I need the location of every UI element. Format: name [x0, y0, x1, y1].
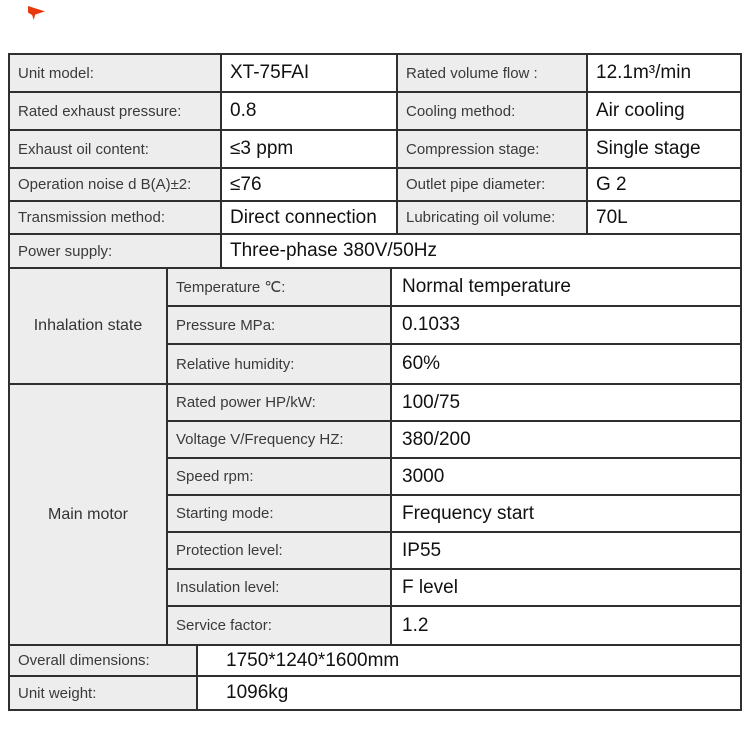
table-row-power-supply — [10, 235, 740, 269]
spec-value: ≤76 — [222, 169, 398, 200]
table-row — [10, 677, 740, 709]
group-main-motor — [10, 385, 740, 646]
spec-label: Cooling method: — [398, 93, 588, 129]
table-row — [10, 55, 740, 93]
table-row — [168, 570, 740, 607]
spec-value: 1096kg — [198, 677, 740, 709]
spec-value: 100/75 — [392, 385, 740, 420]
spec-label: Outlet pipe diameter: — [398, 169, 588, 200]
spec-label: Rated volume flow : — [398, 55, 588, 91]
spec-table — [8, 53, 742, 711]
table-row — [168, 385, 740, 422]
table-row — [168, 269, 740, 307]
spec-value: Direct connection — [222, 202, 398, 233]
spec-value: 12.1m³/min — [588, 55, 740, 91]
table-row — [168, 533, 740, 570]
spec-label: Service factor: — [168, 607, 392, 644]
spec-label: Unit weight: — [10, 677, 198, 709]
group-body — [168, 385, 740, 644]
group-title: Main motor — [10, 385, 168, 644]
table-row — [168, 422, 740, 459]
spec-value: ≤3 ppm — [222, 131, 398, 167]
spec-value: 70L — [588, 202, 740, 233]
table-row — [10, 646, 740, 677]
table-row — [10, 169, 740, 202]
spec-label: Compression stage: — [398, 131, 588, 167]
table-row — [168, 496, 740, 533]
table-row — [10, 93, 740, 131]
spec-label: Protection level: — [168, 533, 392, 568]
spec-value: 1750*1240*1600mm — [198, 646, 740, 675]
table-row — [168, 307, 740, 345]
group-title: Inhalation state — [10, 269, 168, 383]
table-row — [168, 459, 740, 496]
spec-label: Lubricating oil volume: — [398, 202, 588, 233]
spec-label: Temperature ℃: — [168, 269, 392, 305]
spec-value: Single stage — [588, 131, 740, 167]
spec-value: XT-75FAI — [222, 55, 398, 91]
spec-label: Overall dimensions: — [10, 646, 198, 675]
spec-label: Transmission method: — [10, 202, 222, 233]
spec-value: Three-phase 380V/50Hz — [222, 235, 740, 267]
spec-value: F level — [392, 570, 740, 605]
spec-label: Voltage V/Frequency HZ: — [168, 422, 392, 457]
group-inhalation-state — [10, 269, 740, 385]
spec-label: Insulation level: — [168, 570, 392, 605]
spec-label: Relative humidity: — [168, 345, 392, 383]
spec-label: Rated exhaust pressure: — [10, 93, 222, 129]
spec-label: Power supply: — [10, 235, 222, 267]
table-row — [168, 345, 740, 383]
spec-value: 380/200 — [392, 422, 740, 457]
spec-value: 1.2 — [392, 607, 740, 644]
spec-label: Operation noise d B(A)±2: — [10, 169, 222, 200]
spec-value: 60% — [392, 345, 740, 383]
spec-label: Pressure MPa: — [168, 307, 392, 343]
spec-value: Normal temperature — [392, 269, 740, 305]
table-row — [10, 131, 740, 169]
spec-value: IP55 — [392, 533, 740, 568]
table-row — [168, 607, 740, 644]
spec-value: Air cooling — [588, 93, 740, 129]
spec-label: Starting mode: — [168, 496, 392, 531]
spec-value: 0.1033 — [392, 307, 740, 343]
spec-label: Speed rpm: — [168, 459, 392, 494]
spec-label: Unit model: — [10, 55, 222, 91]
spec-label: Exhaust oil content: — [10, 131, 222, 167]
spec-label: Rated power HP/kW: — [168, 385, 392, 420]
brand-mark-icon — [28, 6, 45, 20]
group-body — [168, 269, 740, 383]
spec-value: 3000 — [392, 459, 740, 494]
spec-value: 0.8 — [222, 93, 398, 129]
spec-value: Frequency start — [392, 496, 740, 531]
spec-value: G 2 — [588, 169, 740, 200]
table-row — [10, 202, 740, 235]
